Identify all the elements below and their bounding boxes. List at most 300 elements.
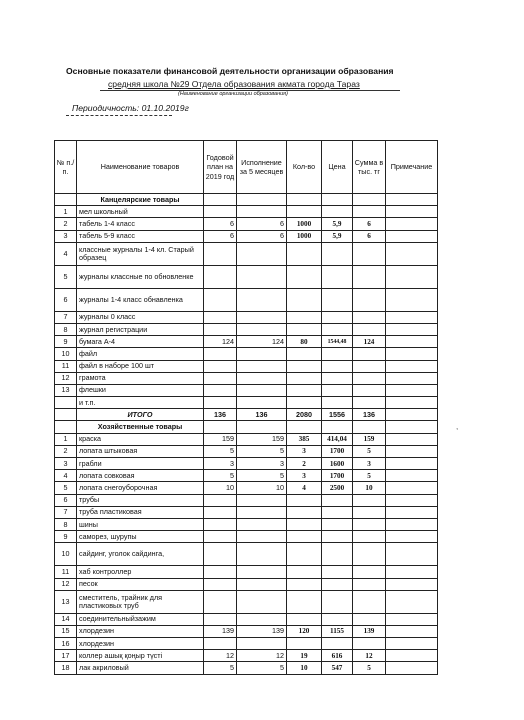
cell-qty: 4: [287, 482, 322, 494]
cell-done: [237, 397, 287, 409]
cell-qty: [287, 494, 322, 506]
cell-plan: [204, 397, 237, 409]
cell-plan: [204, 543, 237, 566]
cell-price: [322, 566, 353, 578]
cell-sum: [353, 494, 386, 506]
cell-note: [386, 230, 438, 242]
table-row: [55, 323, 438, 335]
cell-note: [386, 590, 438, 613]
cell-name: труба пластиковая: [77, 506, 204, 518]
cell-price: [322, 531, 353, 543]
cell-qty: [287, 590, 322, 613]
table-body: [55, 194, 438, 675]
table-row: [55, 445, 438, 457]
table-row: [55, 613, 438, 625]
table-row: [55, 458, 438, 470]
cell-plan: [204, 265, 237, 288]
cell-plan: [204, 566, 237, 578]
cell-done: 10: [237, 482, 287, 494]
cell-price: 2500: [322, 482, 353, 494]
cell-sum: 6: [353, 218, 386, 230]
cell-name: трубы: [77, 494, 204, 506]
cell-plan: [204, 384, 237, 396]
cell-qty: 10: [287, 662, 322, 674]
cell-plan: [204, 578, 237, 590]
cell-empty: [237, 421, 287, 433]
cell-note: [386, 323, 438, 335]
cell-no: 5: [55, 482, 77, 494]
cell-qty: [287, 288, 322, 311]
table-row: [55, 265, 438, 288]
table-row: [55, 506, 438, 518]
table-row: [55, 384, 438, 396]
cell-qty: [287, 543, 322, 566]
table-row: [55, 372, 438, 384]
cell-plan: 5: [204, 662, 237, 674]
cell-plan: 3: [204, 458, 237, 470]
cell-sum: 12: [353, 650, 386, 662]
cell-qty: 2: [287, 458, 322, 470]
cell-no: 8: [55, 323, 77, 335]
cell-plan: [204, 590, 237, 613]
cell-sum: [353, 384, 386, 396]
cell-sum: 6: [353, 230, 386, 242]
cell-qty: [287, 518, 322, 530]
cell-price: [322, 638, 353, 650]
period-rule: [66, 115, 172, 116]
cell-note: [386, 360, 438, 372]
cell-plan: [204, 506, 237, 518]
cell-qty: [287, 372, 322, 384]
cell-sum: [353, 506, 386, 518]
cell-plan: [204, 311, 237, 323]
col-header-note: Примечание: [386, 141, 438, 194]
cell-done: [237, 531, 287, 543]
cell-name: грабли: [77, 458, 204, 470]
cell-no: 11: [55, 566, 77, 578]
cell-note: [386, 372, 438, 384]
cell-name: журналы 0 класс: [77, 311, 204, 323]
table-row: [55, 336, 438, 348]
cell-note: [386, 397, 438, 409]
cell-qty: 3: [287, 470, 322, 482]
organization-name: средняя школа №29 Отдела образования акмата города Тараз: [108, 79, 360, 89]
cell-sum: [353, 518, 386, 530]
cell-done: [237, 590, 287, 613]
cell-done: [237, 311, 287, 323]
cell-plan: [204, 638, 237, 650]
cell-note: [386, 613, 438, 625]
cell-price: [322, 360, 353, 372]
cell-qty: 1000: [287, 230, 322, 242]
cell-qty: [287, 531, 322, 543]
cell-no: 6: [55, 494, 77, 506]
total-sum: 136: [353, 409, 386, 421]
table-row: [55, 230, 438, 242]
table-row: [55, 518, 438, 530]
cell-empty: [353, 194, 386, 206]
margin-mark: ,: [456, 422, 459, 431]
cell-no: 7: [55, 311, 77, 323]
cell-sum: 5: [353, 445, 386, 457]
cell-done: 6: [237, 230, 287, 242]
cell-name: журнал регистрации: [77, 323, 204, 335]
cell-note: [386, 494, 438, 506]
cell-no: 16: [55, 638, 77, 650]
cell-sum: [353, 531, 386, 543]
cell-note: [386, 218, 438, 230]
table-row: [55, 360, 438, 372]
cell-done: 5: [237, 445, 287, 457]
cell-note: [386, 638, 438, 650]
cell-done: [237, 613, 287, 625]
table-row: [55, 288, 438, 311]
cell-name: файл: [77, 348, 204, 360]
cell-price: 1700: [322, 470, 353, 482]
cell-note: [386, 531, 438, 543]
cell-price: [322, 397, 353, 409]
cell-no: [55, 397, 77, 409]
cell-price: [322, 506, 353, 518]
cell-no: 14: [55, 613, 77, 625]
cell-no: 4: [55, 242, 77, 265]
cell-done: [237, 323, 287, 335]
cell-done: [237, 265, 287, 288]
cell-no: 2: [55, 445, 77, 457]
cell-sum: [353, 360, 386, 372]
cell-qty: [287, 397, 322, 409]
cell-sum: [353, 613, 386, 625]
cell-qty: [287, 578, 322, 590]
section-title: Канцелярские товары: [77, 194, 204, 206]
cell-price: [322, 323, 353, 335]
cell-name: коллер ашық қоңыр түсті: [77, 650, 204, 662]
cell-qty: [287, 348, 322, 360]
cell-plan: 5: [204, 470, 237, 482]
cell-no: 18: [55, 662, 77, 674]
cell-name: песок: [77, 578, 204, 590]
cell-sum: 5: [353, 662, 386, 674]
cell-no: [55, 409, 77, 421]
cell-no: 15: [55, 625, 77, 637]
cell-note: [386, 506, 438, 518]
col-header-price: Цена: [322, 141, 353, 194]
cell-no: 6: [55, 288, 77, 311]
table-row: [55, 482, 438, 494]
table-row: [55, 206, 438, 218]
cell-price: 547: [322, 662, 353, 674]
total-label: ИТОГО: [77, 409, 204, 421]
cell-note: [386, 650, 438, 662]
cell-qty: 80: [287, 336, 322, 348]
cell-done: 159: [237, 433, 287, 445]
cell-no: 12: [55, 372, 77, 384]
cell-empty: [386, 194, 438, 206]
cell-price: [322, 288, 353, 311]
cell-plan: [204, 288, 237, 311]
cell-name: классные журналы 1-4 кл. Старый образец: [77, 242, 204, 265]
cell-note: [386, 518, 438, 530]
cell-done: 139: [237, 625, 287, 637]
total-plan: 136: [204, 409, 237, 421]
cell-name: бумага А-4: [77, 336, 204, 348]
cell-done: [237, 242, 287, 265]
cell-name: хлордезин: [77, 638, 204, 650]
cell-qty: 3: [287, 445, 322, 457]
cell-no: 17: [55, 650, 77, 662]
cell-done: 3: [237, 458, 287, 470]
table-row: [55, 311, 438, 323]
col-header-sum: Сумма в тыс. тг: [353, 141, 386, 194]
cell-qty: 385: [287, 433, 322, 445]
cell-qty: 120: [287, 625, 322, 637]
cell-no: 9: [55, 531, 77, 543]
cell-sum: [353, 242, 386, 265]
cell-sum: [353, 206, 386, 218]
cell-sum: 159: [353, 433, 386, 445]
cell-done: [237, 543, 287, 566]
cell-done: [237, 360, 287, 372]
cell-done: [237, 206, 287, 218]
cell-no: 3: [55, 458, 77, 470]
cell-price: [322, 613, 353, 625]
cell-no: 11: [55, 360, 77, 372]
cell-sum: [353, 348, 386, 360]
cell-empty: [386, 421, 438, 433]
cell-note: [386, 311, 438, 323]
cell-no: 10: [55, 543, 77, 566]
cell-plan: 6: [204, 218, 237, 230]
table-row: [55, 590, 438, 613]
cell-no: 1: [55, 206, 77, 218]
cell-note: [386, 445, 438, 457]
periodicity: Периодичность: 01.10.2019г: [72, 103, 189, 113]
cell-done: [237, 638, 287, 650]
total-price: 1556: [322, 409, 353, 421]
cell-no: 1: [55, 433, 77, 445]
table-row: [55, 638, 438, 650]
cell-done: [237, 348, 287, 360]
cell-name: и т.п.: [77, 397, 204, 409]
cell-empty: [287, 194, 322, 206]
cell-done: 5: [237, 470, 287, 482]
cell-name: лопата снегоуборочная: [77, 482, 204, 494]
cell-done: [237, 384, 287, 396]
table-row: [55, 218, 438, 230]
cell-plan: [204, 206, 237, 218]
cell-name: лопата совковая: [77, 470, 204, 482]
cell-qty: 1000: [287, 218, 322, 230]
cell-price: [322, 372, 353, 384]
cell-sum: [353, 288, 386, 311]
cell-done: 5: [237, 662, 287, 674]
cell-name: файл в наборе 100 шт: [77, 360, 204, 372]
cell-sum: [353, 543, 386, 566]
cell-price: 5,9: [322, 218, 353, 230]
cell-price: [322, 578, 353, 590]
cell-name: саморез, шурупы: [77, 531, 204, 543]
cell-plan: [204, 323, 237, 335]
table-row: [55, 625, 438, 637]
cell-note: [386, 348, 438, 360]
cell-name: журналы классные по обновленке: [77, 265, 204, 288]
table-row: [55, 494, 438, 506]
total-done: 136: [237, 409, 287, 421]
table-row: [55, 650, 438, 662]
total-qty: 2080: [287, 409, 322, 421]
cell-note: [386, 482, 438, 494]
cell-note: [386, 384, 438, 396]
cell-done: 12: [237, 650, 287, 662]
table-header-row: [55, 141, 438, 194]
cell-no: 8: [55, 518, 77, 530]
cell-price: 5,9: [322, 230, 353, 242]
section-title: Хозяйственные товары: [77, 421, 204, 433]
cell-sum: 3: [353, 458, 386, 470]
cell-done: [237, 578, 287, 590]
cell-no: 5: [55, 265, 77, 288]
cell-qty: [287, 506, 322, 518]
cell-name: табель 1-4 класс: [77, 218, 204, 230]
document-title: Основные показатели финансовой деятельности организации образования: [66, 66, 394, 76]
cell-qty: [287, 265, 322, 288]
cell-price: [322, 590, 353, 613]
cell-name: флешки: [77, 384, 204, 396]
cell-price: [322, 384, 353, 396]
cell-sum: 124: [353, 336, 386, 348]
goods-table: [54, 140, 438, 675]
cell-price: [322, 518, 353, 530]
cell-no: 9: [55, 336, 77, 348]
cell-no: 2: [55, 218, 77, 230]
cell-name: грамота: [77, 372, 204, 384]
cell-qty: [287, 566, 322, 578]
cell-note: [386, 336, 438, 348]
cell-no: 10: [55, 348, 77, 360]
cell-plan: [204, 613, 237, 625]
cell-price: 616: [322, 650, 353, 662]
cell-qty: [287, 206, 322, 218]
cell-qty: [287, 311, 322, 323]
col-header-qty: Кол-во: [287, 141, 322, 194]
cell-no: [55, 194, 77, 206]
cell-note: [386, 625, 438, 637]
cell-done: [237, 518, 287, 530]
organization-caption: (Наименование организации образования): [178, 91, 288, 97]
cell-name: соединительныйзажим: [77, 613, 204, 625]
cell-note: [386, 566, 438, 578]
cell-sum: [353, 638, 386, 650]
table-row: [55, 578, 438, 590]
cell-name: табель 5-9 класс: [77, 230, 204, 242]
cell-name: шины: [77, 518, 204, 530]
cell-sum: [353, 397, 386, 409]
table-row: [55, 433, 438, 445]
cell-no: 13: [55, 384, 77, 396]
table-row: [55, 470, 438, 482]
cell-note: [386, 578, 438, 590]
cell-no: 3: [55, 230, 77, 242]
cell-plan: 139: [204, 625, 237, 637]
cell-done: 6: [237, 218, 287, 230]
cell-name: лак акриловый: [77, 662, 204, 674]
total-row: [55, 409, 438, 421]
cell-done: [237, 288, 287, 311]
cell-done: [237, 566, 287, 578]
section-header-row: [55, 194, 438, 206]
cell-price: [322, 206, 353, 218]
cell-sum: [353, 566, 386, 578]
cell-qty: 19: [287, 650, 322, 662]
cell-empty: [322, 194, 353, 206]
table-row: [55, 242, 438, 265]
cell-name: сайдинг, уголок сайдинга,: [77, 543, 204, 566]
cell-qty: [287, 242, 322, 265]
cell-plan: [204, 372, 237, 384]
cell-price: [322, 242, 353, 265]
section-header-row: [55, 421, 438, 433]
cell-note: [386, 265, 438, 288]
cell-plan: 5: [204, 445, 237, 457]
cell-done: [237, 506, 287, 518]
cell-plan: 124: [204, 336, 237, 348]
cell-plan: [204, 348, 237, 360]
cell-plan: [204, 518, 237, 530]
col-header-no: № п./п.: [55, 141, 77, 194]
cell-plan: [204, 494, 237, 506]
cell-name: журналы 1-4 класс обнавленка: [77, 288, 204, 311]
cell-price: 414,04: [322, 433, 353, 445]
cell-note: [386, 662, 438, 674]
col-header-done: Исполнение за 5 месяцев: [237, 141, 287, 194]
table-row: [55, 397, 438, 409]
cell-sum: [353, 578, 386, 590]
cell-price: 1155: [322, 625, 353, 637]
cell-sum: [353, 265, 386, 288]
cell-sum: 139: [353, 625, 386, 637]
cell-qty: [287, 360, 322, 372]
cell-note: [386, 242, 438, 265]
cell-empty: [204, 194, 237, 206]
cell-price: 1600: [322, 458, 353, 470]
cell-sum: 5: [353, 470, 386, 482]
cell-note: [386, 458, 438, 470]
cell-note: [386, 543, 438, 566]
table-row: [55, 662, 438, 674]
table-row: [55, 531, 438, 543]
cell-empty: [322, 421, 353, 433]
cell-plan: [204, 360, 237, 372]
cell-note: [386, 206, 438, 218]
cell-note: [386, 409, 438, 421]
cell-price: [322, 311, 353, 323]
cell-empty: [287, 421, 322, 433]
cell-sum: [353, 590, 386, 613]
cell-plan: [204, 242, 237, 265]
cell-price: 1700: [322, 445, 353, 457]
cell-plan: 6: [204, 230, 237, 242]
table-row: [55, 566, 438, 578]
cell-no: 12: [55, 578, 77, 590]
cell-no: [55, 421, 77, 433]
cell-sum: [353, 372, 386, 384]
cell-qty: [287, 613, 322, 625]
cell-price: [322, 494, 353, 506]
cell-name: мел школьный: [77, 206, 204, 218]
cell-name: хлордезин: [77, 625, 204, 637]
col-header-name: Наименование товаров: [77, 141, 204, 194]
cell-price: [322, 543, 353, 566]
